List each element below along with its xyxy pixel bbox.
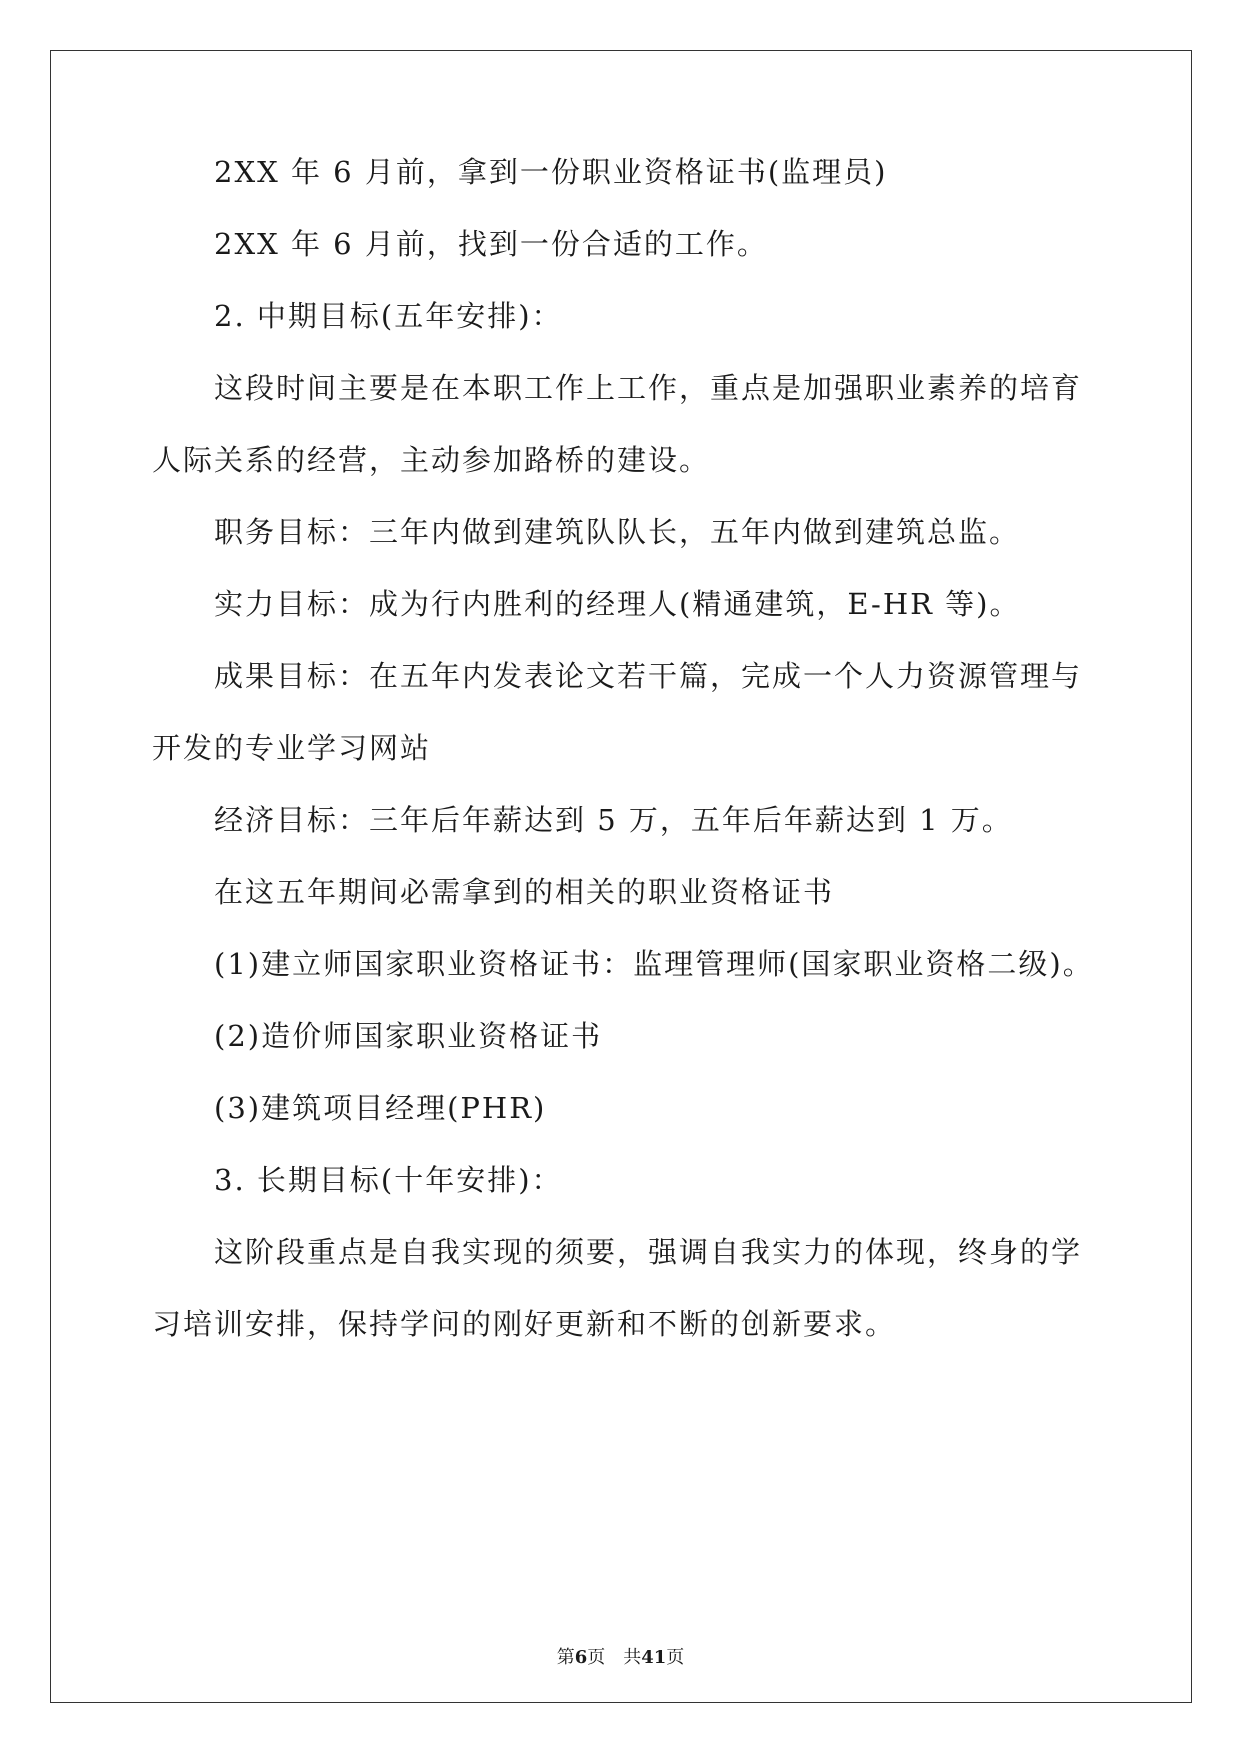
list-item: (2)造价师国家职业资格证书	[214, 1019, 603, 1053]
footer-suffix: 页	[666, 1647, 685, 1668]
paragraph-line: 经济目标：三年后年薪达到 5 万，五年后年薪达到 1 万。	[214, 803, 1013, 837]
list-item: (3)建筑项目经理(PHR)	[214, 1091, 547, 1125]
section-heading: 2. 中期目标(五年安排)：	[214, 299, 563, 333]
total-page-count: 41	[641, 1647, 667, 1668]
paragraph-line: 开发的专业学习网站	[152, 731, 432, 765]
current-page-number: 6	[574, 1647, 588, 1668]
paragraph-line: 2XX 年 6 月前，找到一份合适的工作。	[214, 227, 768, 261]
paragraph-line: 在这五年期间必需拿到的相关的职业资格证书	[214, 875, 835, 909]
section-heading: 3. 长期目标(十年安排)：	[214, 1163, 563, 1197]
paragraph-line: 这段时间主要是在本职工作上工作，重点是加强职业素养的培育	[214, 371, 1083, 405]
paragraph-line: 实力目标：成为行内胜利的经理人(精通建筑，E-HR 等)。	[214, 587, 1021, 621]
paragraph-line: 习培训安排，保持学问的刚好更新和不断的创新要求。	[152, 1307, 897, 1341]
paragraph-line: 成果目标：在五年内发表论文若干篇，完成一个人力资源管理与	[214, 659, 1083, 693]
paragraph-line: 职务目标：三年内做到建筑队队长，五年内做到建筑总监。	[214, 515, 1021, 549]
paragraph-line: 这阶段重点是自我实现的须要，强调自我实力的体现，终身的学	[214, 1235, 1083, 1269]
paragraph-line: 2XX 年 6 月前，拿到一份职业资格证书(监理员)	[214, 155, 888, 189]
list-item: (1)建立师国家职业资格证书：监理管理师(国家职业资格二级)。	[214, 947, 1094, 981]
footer-middle: 页 共	[587, 1647, 642, 1668]
footer-prefix: 第	[556, 1647, 575, 1668]
paragraph-line: 人际关系的经营，主动参加路桥的建设。	[152, 443, 711, 477]
page-footer	[0, 1646, 1241, 1670]
